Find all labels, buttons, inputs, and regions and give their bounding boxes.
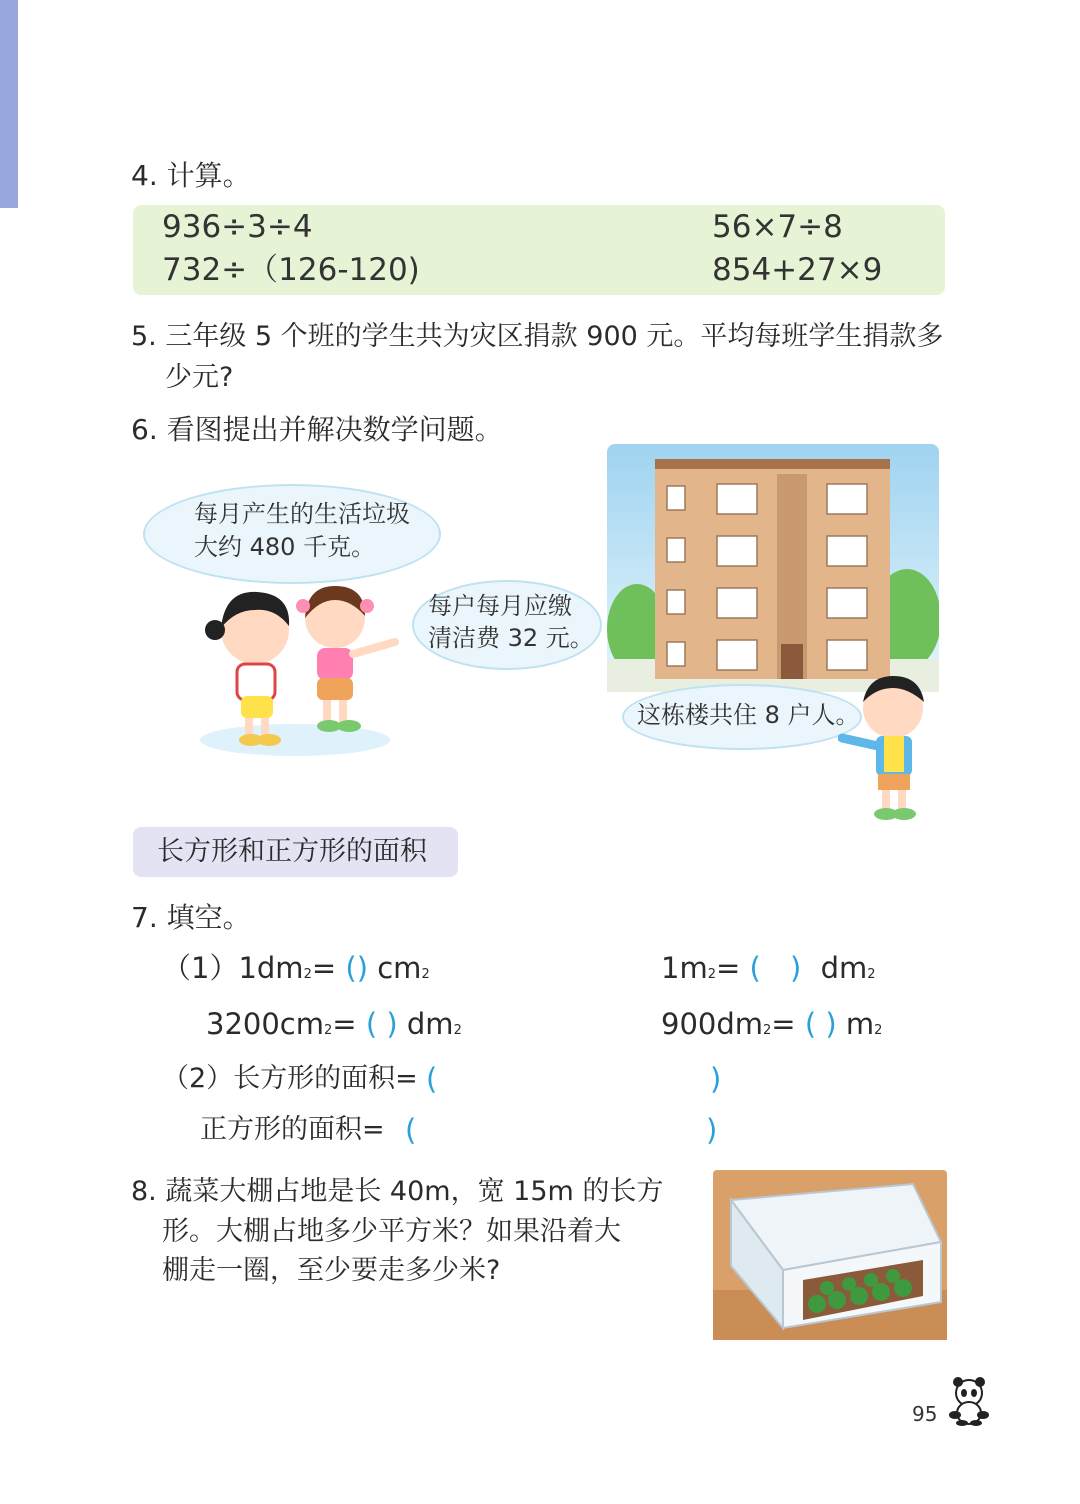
q5-line-1: 5. 三年级 5 个班的学生共为灾区捐款 900 元。平均每班学生捐款多 [131,321,944,352]
q4-expression-3: 732÷（126-120) [162,252,420,288]
blank-parentheses: ( ) [804,1007,837,1041]
unit: dm [406,1007,454,1041]
q7-row1-left-number: 1dm [238,951,304,985]
q4-expression-4: 854+27×9 [712,252,883,288]
panda-mascot-icon [944,1375,994,1427]
q7-row1-right-number: 1m [661,951,708,985]
apartment-building-illustration [607,444,939,692]
rect-area-label: 长方形的面积= [233,1063,418,1094]
two-girls-illustration [195,580,410,760]
equals-sign: = [311,951,337,985]
blank-parentheses: ( ) [749,951,812,985]
bubble-households-text: 这栋楼共住 8 户人。 [637,701,860,729]
unit: m [845,1007,875,1041]
bubble-garbage-line-1: 每月产生的生活垃圾 [194,500,410,528]
bubble-fee-line-1: 每户每月应缴 [428,592,572,620]
q7-row2-right [661,1004,882,1051]
q7-rect-area-line [162,1059,418,1099]
q5-line-2: 少元? [165,362,234,393]
page-number: 95 [912,1402,938,1426]
chapter-side-tab [0,0,18,208]
q4-expression-1: 936÷3÷4 [162,209,313,245]
q7-part2-label: （2） [162,1063,234,1094]
superscript: 2 [303,967,312,982]
blank-parentheses: () [345,951,369,985]
bubble-fee-line-2: 清洁费 32 元。 [428,624,594,652]
q8-line-2: 形。大棚占地多少平方米？如果沿着大 [162,1216,621,1247]
rect-area-close-paren: ) [710,1062,722,1096]
superscript: 2 [707,967,716,982]
q7-part1-label: （1） [162,951,239,985]
superscript: 2 [867,967,876,982]
square-area-close-paren: ) [706,1113,718,1147]
q7-row1-left [162,948,430,995]
square-area-label: 正方形的面积= [200,1114,385,1145]
q7-row2-left-number: 3200cm [206,1007,324,1041]
superscript: 2 [453,1023,462,1038]
square-area-open-paren: ( [405,1113,417,1147]
q7-row1-right [661,948,876,995]
q6-title: 6. 看图提出并解决数学问题。 [131,413,503,446]
q8-line-1: 8. 蔬菜大棚占地是长 40m，宽 15m 的长方 [131,1176,664,1207]
rect-area-open-paren: ( [426,1062,438,1096]
q7-row2-right-number: 900dm [661,1007,764,1041]
equals-sign: = [771,1007,796,1041]
superscript: 2 [874,1023,883,1038]
superscript: 2 [421,967,430,982]
vegetable-greenhouse-illustration [713,1170,947,1340]
q7-title: 7. 填空。 [131,901,251,934]
bubble-garbage-line-2: 大约 480 千克。 [194,533,376,561]
equals-sign: = [332,1007,357,1041]
unit: dm [820,951,868,985]
blank-parentheses: ( ) [365,1007,398,1041]
superscript: 2 [324,1023,333,1038]
q8-line-3: 棚走一圈，至少要走多少米? [162,1255,501,1286]
unit: cm [377,951,422,985]
equals-sign: = [715,951,741,985]
q4-title: 4. 计算。 [131,159,251,192]
section-header-label: 长方形和正方形的面积 [157,836,427,867]
superscript: 2 [763,1023,772,1038]
q7-row2-left [206,1004,462,1051]
q4-expression-2: 56×7÷8 [712,209,843,245]
boy-pointing-illustration [838,672,938,824]
